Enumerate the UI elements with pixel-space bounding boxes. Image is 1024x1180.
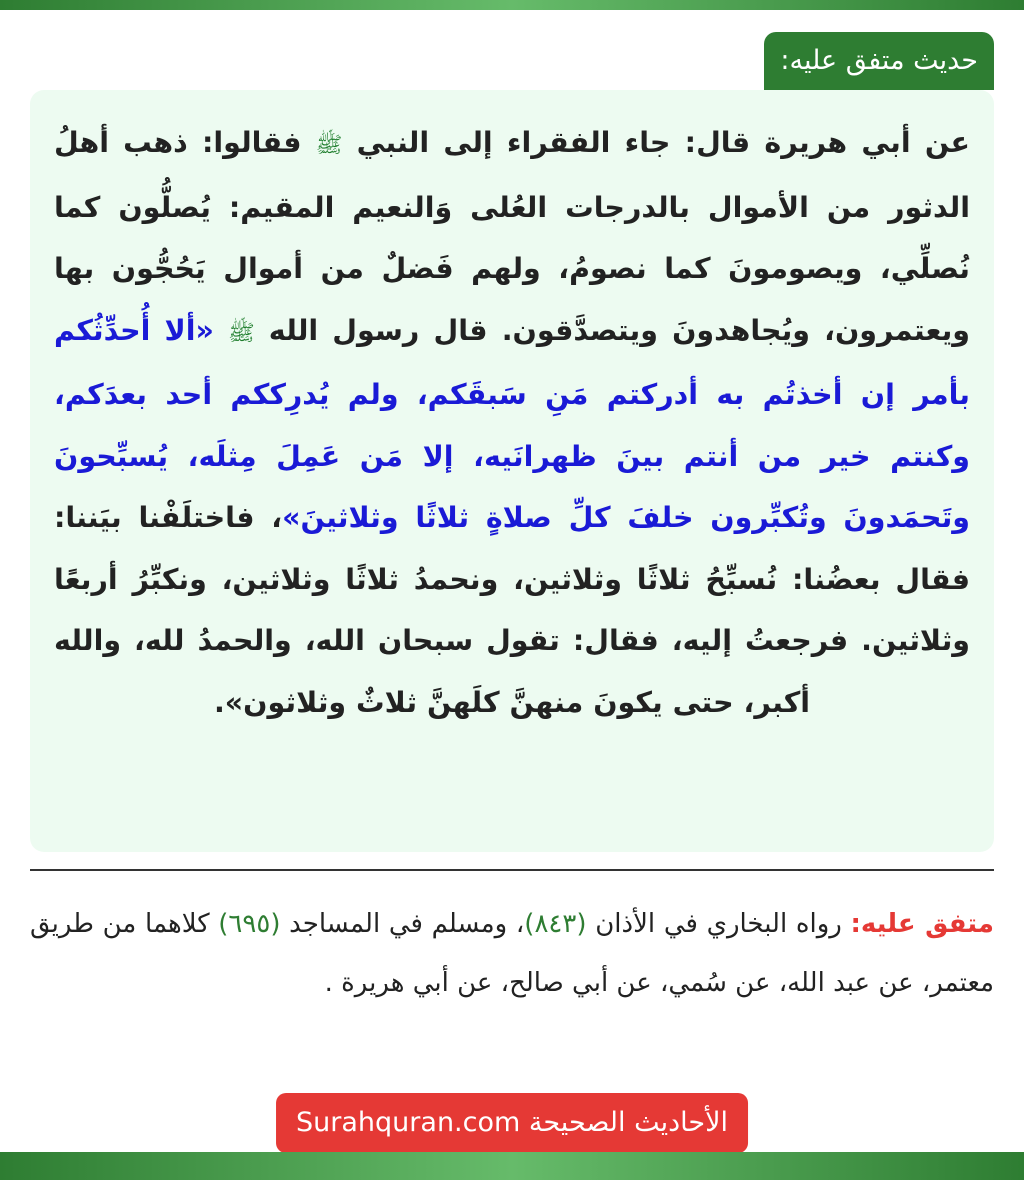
hadith-text — [54, 112, 970, 733]
salutation-symbol: ﷺ — [228, 320, 255, 346]
top-accent-bar — [0, 0, 1024, 10]
hadith-box — [30, 90, 994, 852]
hadith-text-narration: فقالوا: ذهب أهلُ الدثور من الأموال بالدرجات العُلى وَالنعيم المقيم: يُصلُّون كما نُصلِّي، ويصومونَ كما نصومُ، ولهم فَضلٌ من أموال يَحُجُّون بها ويعتمرون، ويُجاهدونَ ويتصدَّقون. قال رسول الله — [54, 126, 970, 347]
takhrij-text — [30, 895, 994, 1013]
takhrij-part: كلاهما من طريق معتمر، عن عبد الله، عن سُمي، عن أبي صالح، عن أبي هريرة . — [30, 909, 994, 998]
site-footer-label: الأحاديث الصحيحة Surahquran.com — [276, 1093, 748, 1153]
takhrij-part: رواه البخاري في الأذان — [586, 909, 851, 939]
hadith-text-intro: عن أبي هريرة قال: جاء الفقراء إلى النبي — [356, 126, 970, 159]
takhrij-label: متفق عليه: — [850, 909, 994, 939]
salutation-symbol: ﷺ — [315, 133, 343, 158]
takhrij-part: ، ومسلم في المساجد — [280, 909, 525, 939]
hadith-type-badge: حديث متفق عليه: — [764, 32, 994, 90]
hadith-number: (٦٩٥) — [218, 909, 281, 939]
prophet-quote: «ألا أُحدِّثُكم بأمر إن أخذتُم به أدركتم مَنِ سَبقَكم، ولم يُدرِككم أحد بعدَكم، وكنتم خير من أنتم بينَ ظهرانَيه، إلا مَن عَمِلَ مِثلَه، يُسبِّحونَ وتَحمَدونَ وتُكبِّرون خلفَ كلِّ صلاةٍ ثلاثًا وثلاثينَ» — [54, 313, 970, 534]
section-divider — [30, 869, 994, 871]
bottom-accent-bar — [0, 1152, 1024, 1180]
hadith-text-ending: ، فاختلَفْنا بيَننا: فقال بعضُنا: نُسبِّحُ ثلاثًا وثلاثين، ونحمدُ ثلاثًا وثلاثين، ونكبِّرُ أربعًا وثلاثين. فرجعتُ إليه، فقال: تقول سبحان الله، والحمدُ لله، والله أكبر، حتى يكونَ منهنَّ كلَهنَّ ثلاثٌ وثلاثون». — [54, 501, 970, 719]
hadith-number: (٨٤٣) — [524, 909, 587, 939]
